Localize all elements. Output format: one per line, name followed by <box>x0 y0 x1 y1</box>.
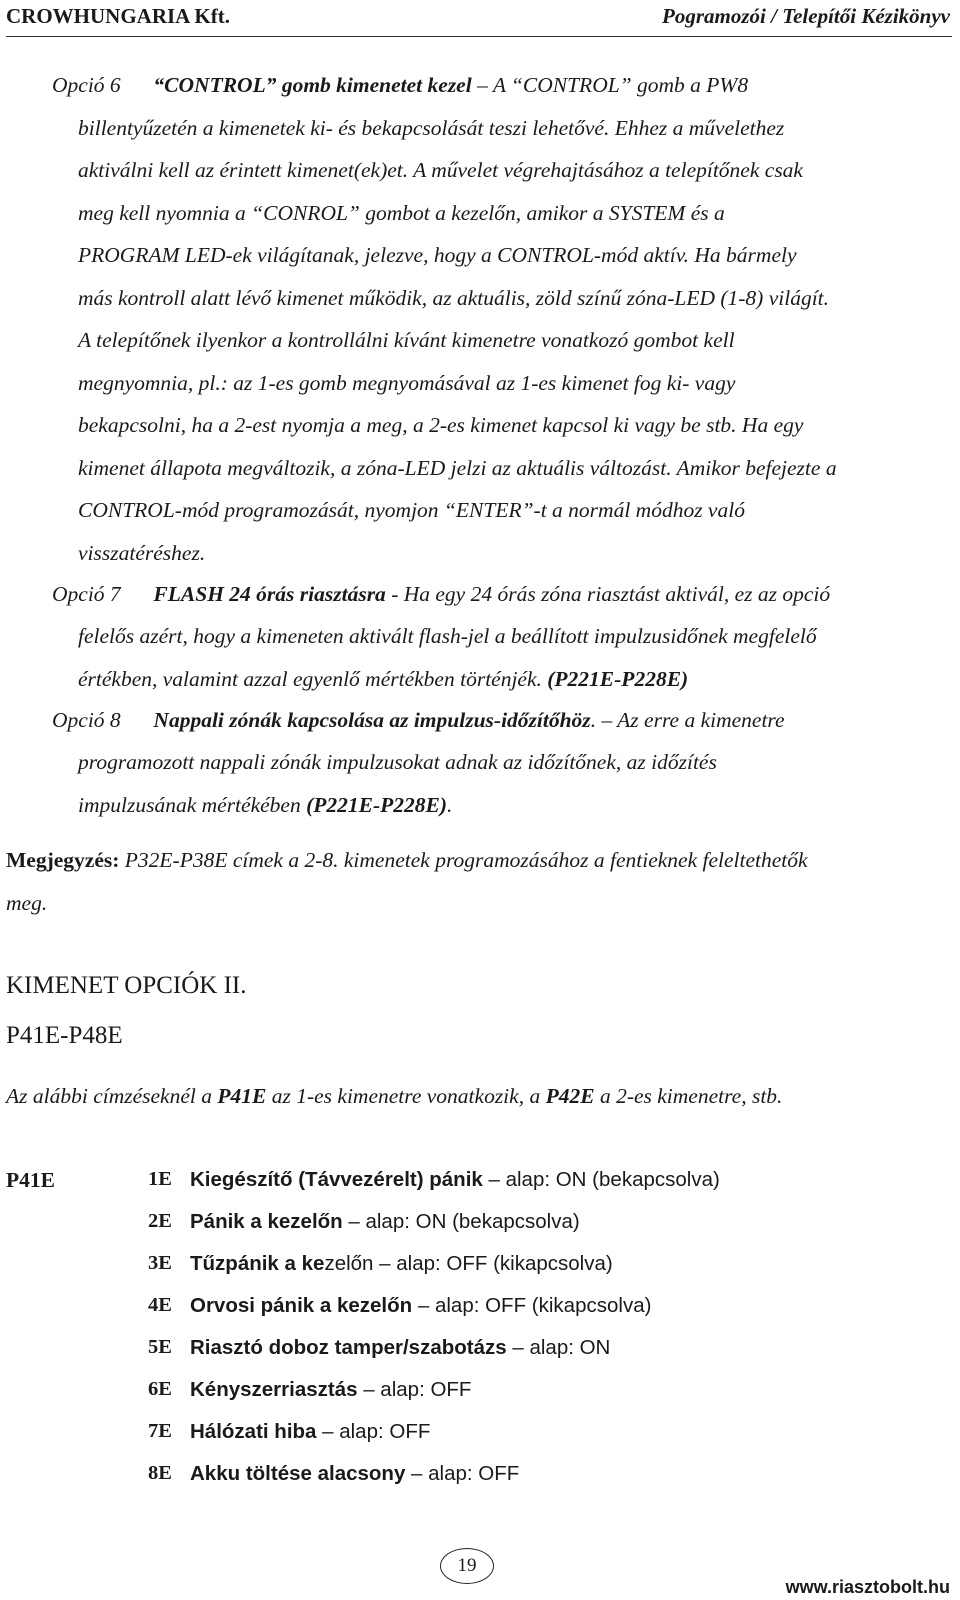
row-value: – alap: OFF <box>316 1420 431 1443</box>
opcio6-line9: bekapcsolni, ha a 2-est nyomja a meg, a 2-es kimenet kapcsol ki vagy be stb. Ha egy <box>78 413 804 437</box>
opcio8-address-range: (P221E-P228E) <box>306 793 448 817</box>
opcio6-line11: CONTROL-mód programozását, nyomjon “ENTER”-t a normál módhoz való <box>78 498 745 522</box>
row-code: 4E <box>148 1294 172 1316</box>
opcio6-label: Opció 6 <box>52 73 121 97</box>
opcio7-line2: felelős azért, hogy a kimeneten aktivált flash-jel a beállított impulzusidőnek megfelelő <box>78 624 817 648</box>
opcio8-line3 <box>78 791 452 819</box>
opcio8-line2: programozott nappali zónák impulzusokat adnak az időzítőnek, az időzítés <box>78 750 717 774</box>
row-value: – alap: OFF (kikapcsolva) <box>373 1252 613 1275</box>
intro-part1: Az alábbi címzéseknél a <box>6 1084 218 1108</box>
row-name: Riasztó doboz tamper/szabotázs <box>190 1336 507 1359</box>
header-divider <box>6 36 952 37</box>
row-code: 5E <box>148 1336 172 1358</box>
opcio7-line3-text: értékben, valamint azzal egyenlő mértékben történjék. <box>78 667 548 691</box>
note-label: Megjegyzés: <box>6 848 120 872</box>
footer-url[interactable]: www.riasztobolt.hu <box>785 1577 950 1597</box>
row-name-rest: zelőn <box>324 1252 374 1275</box>
intro-part2: az 1-es kimenetre vonatkozik, a <box>266 1084 546 1108</box>
opcio7-address-range: (P221E-P228E) <box>547 667 689 691</box>
row-name: Kiegészítő (Távvezérelt) pánik <box>190 1168 483 1191</box>
page-number: 19 <box>440 1548 494 1584</box>
opcio6-line1-rest: – A “CONTROL” gomb a PW8 <box>471 73 749 97</box>
intro-part3: a 2-es kimenetre, stb. <box>594 1084 783 1108</box>
opcio6-line3: aktiválni kell az érintett kimenet(ek)et. A művelet végrehajtásához a telepítőnek csak <box>78 158 803 182</box>
row-value: – alap: ON <box>506 1336 611 1359</box>
row-value: – alap: OFF <box>405 1462 520 1485</box>
row-name: Pánik a kezelőn <box>190 1210 343 1233</box>
note-line2: meg. <box>6 891 48 915</box>
opcio7-line1-rest: - Ha egy 24 órás zóna riasztást aktivál, ez az opció <box>385 582 831 606</box>
header-company: CROWHUNGARIA Kft. <box>6 4 230 28</box>
opcio8-line3-text: impulzusának mértékében <box>78 793 307 817</box>
row-name: Tűzpánik a ke <box>190 1252 325 1275</box>
opcio7-line1 <box>52 580 830 608</box>
opcio6-line8: megnyomnia, pl.: az 1-es gomb megnyomásával az 1-es kimenet fog ki- vagy <box>78 371 736 395</box>
row-name: Orvosi pánik a kezelőn <box>190 1294 413 1317</box>
row-name: Kényszerriasztás <box>190 1378 358 1401</box>
row-code: 1E <box>148 1168 172 1190</box>
row-code: 7E <box>148 1420 172 1442</box>
section-title: KIMENET OPCIÓK II. <box>6 972 247 999</box>
table-address: P41E <box>6 1168 55 1192</box>
opcio8-line3-end: . <box>447 793 453 817</box>
row-code: 2E <box>148 1210 172 1232</box>
opcio7-line3 <box>78 665 688 693</box>
opcio7-title: FLASH 24 órás riasztásra <box>153 582 386 606</box>
row-value: – alap: ON (bekapcsolva) <box>482 1168 720 1191</box>
row-code: 3E <box>148 1252 172 1274</box>
opcio6-line7: A telepítőnek ilyenkor a kontrollálni kívánt kimenetre vonatkozó gombot kell <box>78 328 735 352</box>
intro-address1: P41E <box>217 1084 267 1108</box>
opcio6-line12: visszatéréshez. <box>78 541 206 565</box>
opcio6-line4: meg kell nyomnia a “CONROL” gombot a kezelőn, amikor a SYSTEM és a <box>78 201 725 225</box>
opcio8-line1 <box>52 706 785 734</box>
section-subtitle: P41E-P48E <box>6 1022 123 1049</box>
row-value: – alap: OFF (kikapcsolva) <box>412 1294 652 1317</box>
row-code: 8E <box>148 1462 172 1484</box>
row-name: Akku töltése alacsony <box>190 1462 406 1485</box>
opcio8-line1-rest: . – Az erre a kimenetre <box>590 708 785 732</box>
row-value: – alap: ON (bekapcsolva) <box>342 1210 580 1233</box>
opcio6-line5: PROGRAM LED-ek világítanak, jelezve, hogy a CONTROL-mód aktív. Ha bármely <box>78 243 797 267</box>
opcio6-line6: más kontroll alatt lévő kimenet működik, az aktuális, zöld színű zóna-LED (1-8) világít. <box>78 286 830 310</box>
row-code: 6E <box>148 1378 172 1400</box>
section-intro <box>6 1082 782 1110</box>
header-title: Pogramozói / Telepítői Kézikönyv <box>662 4 950 28</box>
opcio8-label: Opció 8 <box>52 708 121 732</box>
opcio7-label: Opció 7 <box>52 582 121 606</box>
note-text: P32E-P38E címek a 2-8. kimenetek programozásához a fentieknek feleltethetők <box>119 848 808 872</box>
opcio6-line10: kimenet állapota megváltozik, a zóna-LED jelzi az aktuális változást. Amikor befejezte a <box>78 456 837 480</box>
opcio8-title: Nappali zónák kapcsolása az impulzus-időzítőhöz <box>153 708 591 732</box>
opcio6-title: “CONTROL” gomb kimenetet kezel <box>153 73 472 97</box>
row-name: Hálózati hiba <box>190 1420 317 1443</box>
row-value: – alap: OFF <box>357 1378 472 1401</box>
opcio6-line2: billentyűzetén a kimenetek ki- és bekapcsolását teszi lehetővé. Ehhez a művelethez <box>78 116 785 140</box>
opcio6-line1 <box>52 71 748 99</box>
intro-address2: P42E <box>545 1084 595 1108</box>
note-line1 <box>6 846 808 874</box>
